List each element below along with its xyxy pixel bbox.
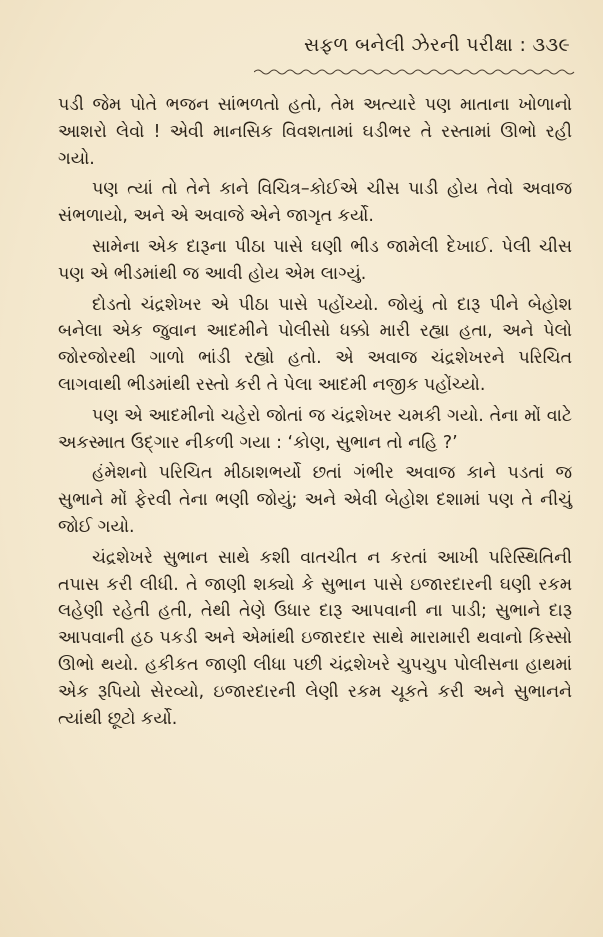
paragraph: પણ ત્યાં તો તેને કાને વિચિત્ર–કોઈએ ચીસ પાડી હોય તેવો અવાજ સંભળાયો, અને એ અવાજે એને જાગૃત કર્યો. — [58, 179, 572, 227]
wavy-rule — [254, 68, 576, 76]
paragraph: ચંદ્રશેખરે સુભાન સાથે કશી વાતચીત ન કરતાં આખી પરિસ્થિતિની તપાસ કરી લીધી. તે જાણી શક્યો કે સુભાન પાસે ઇજારદારની ઘણી રકમ લહેણી રહેતી હતી, તેથી તેણે ઉધાર દારૂ આપવાની ના પાડી; સુભાને દારૂ આપવાની હઠ પકડી અને એમાંથી ઇજારદાર સાથે મારામારી થવાનો કિસ્સો ઊભો થયો. હકીકત જાણી લીધા પછી ચંદ્રશેખરે ચુપચુપ પોલીસના હાથમાં એક રૂપિયો સેરવ્યો, ઇજારદારની લેણી રકમ ચૂકતે કરી અને સુભાનને ત્યાંથી છૂટો કર્યો. — [58, 547, 572, 729]
paragraph: પણ એ આદમીનો ચહેરો જોતાં જ ચંદ્રશેખર ચમકી ગયો. તેના મોં વાટે અકસ્માત ઉદ્ગાર નીકળી ગયા : ‘કોણ, સુભાન તો નહિ ?’ — [58, 405, 572, 453]
page-number: ૩૩૯ — [532, 34, 570, 56]
paragraph: દોડતો ચંદ્રશેખર એ પીઠા પાસે પહોંચ્યો. જોયું તો દારૂ પીને બેહોશ બનેલા એક જુવાન આદમીને પોલીસો ધક્કો મારી રહ્યા હતા, અને પેલો જોરજોરથી ગાળો ભાંડી રહ્યો હતો. એ અવાજ ચંદ્રશેખરને પરિચિત લાગવાથી ભીડમાંથી રસ્તો કરી તે પેલા આદમી નજીક પહોંચ્યો. — [58, 294, 572, 395]
running-head — [270, 34, 570, 56]
head-separator: : — [519, 34, 527, 56]
paragraph: હંમેશનો પરિચિત મીઠાશભર્યો છતાં ગંભીર અવાજ કાને પડતાં જ સુભાને મોં ફેરવી તેના ભણી જોયું; અને એવી બેહોશ દશામાં પણ તે નીચું જોઈ ગયો. — [58, 463, 572, 537]
paragraph: સામેના એક દારૂના પીઠા પાસે ઘણી ભીડ જામેલી દેખાઈ. પેલી ચીસ પણ એ ભીડમાંથી જ આવી હોય એમ લાગ્યું. — [58, 236, 572, 284]
paragraph: પડી જેમ પોતે ભજન સાંભળતો હતો, તેમ અત્યારે પણ માતાના ખોળાનો આશરો લેવો ! એવી માનસિક વિવશતામાં ઘડીભર તે રસ્તામાં ઊભો રહી ગયો. — [58, 95, 572, 169]
body-text — [58, 92, 572, 736]
chapter-title: સફળ બનેલી ઝેરની પરીક્ષા — [303, 34, 514, 56]
